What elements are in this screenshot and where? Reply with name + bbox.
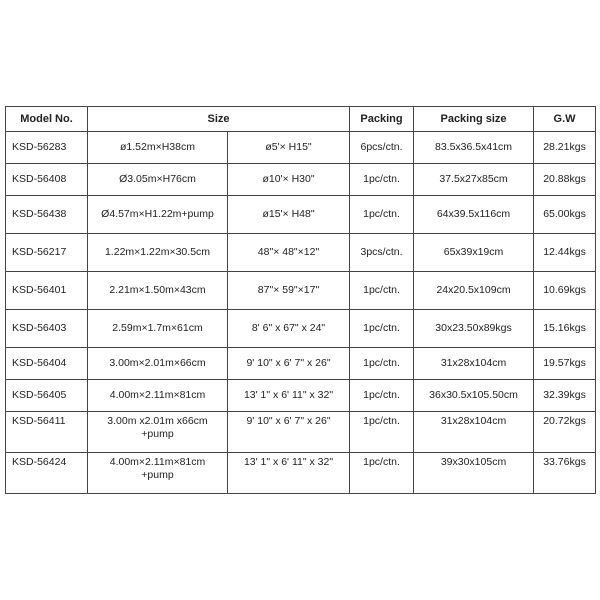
size-metric-cell	[88, 453, 228, 494]
gw-cell: 32.39kgs	[534, 380, 596, 412]
size-imperial-cell: 87"× 59"×17"	[228, 272, 350, 310]
packing-cell: 1pc/ctn.	[350, 272, 414, 310]
header-size: Size	[88, 107, 350, 132]
model-cell: KSD-56408	[6, 164, 88, 196]
packing-size-cell: 37.5x27x85cm	[414, 164, 534, 196]
packing-cell: 1pc/ctn.	[350, 310, 414, 348]
size-imperial-cell: 13' 1" x 6' 11" x 32"	[228, 380, 350, 412]
table-row	[6, 272, 596, 310]
packing-size-cell: 64x39.5x116cm	[414, 196, 534, 234]
table-row	[6, 132, 596, 164]
size-metric-line2: +pump	[141, 428, 174, 440]
size-metric-cell: Ø4.57m×H1.22m+pump	[88, 196, 228, 234]
gw-cell: 65.00kgs	[534, 196, 596, 234]
model-cell: KSD-56401	[6, 272, 88, 310]
product-spec-table	[5, 106, 596, 494]
table-row	[6, 234, 596, 272]
model-cell: KSD-56283	[6, 132, 88, 164]
packing-size-cell: 24x20.5x109cm	[414, 272, 534, 310]
packing-cell: 1pc/ctn.	[350, 412, 414, 453]
size-metric-cell: ø1.52m×H38cm	[88, 132, 228, 164]
size-imperial-cell: 13' 1" x 6' 11" x 32"	[228, 453, 350, 494]
packing-size-cell: 36x30.5x105.50cm	[414, 380, 534, 412]
packing-cell: 1pc/ctn.	[350, 164, 414, 196]
table-row	[6, 412, 596, 453]
size-imperial-cell: 9' 10" x 6' 7" x 26"	[228, 412, 350, 453]
size-imperial-cell: ø15'× H48"	[228, 196, 350, 234]
gw-cell: 33.76kgs	[534, 453, 596, 494]
table-row	[6, 164, 596, 196]
header-model: Model No.	[6, 107, 88, 132]
model-cell: KSD-56403	[6, 310, 88, 348]
packing-size-cell: 31x28x104cm	[414, 348, 534, 380]
table-row	[6, 196, 596, 234]
gw-cell: 28.21kgs	[534, 132, 596, 164]
model-cell: KSD-56404	[6, 348, 88, 380]
size-metric-cell: Ø3.05m×H76cm	[88, 164, 228, 196]
table-row	[6, 310, 596, 348]
table-row	[6, 380, 596, 412]
size-metric-cell: 4.00m×2.11m×81cm	[88, 380, 228, 412]
size-metric-cell: 3.00m×2.01m×66cm	[88, 348, 228, 380]
packing-size-cell: 65x39x19cm	[414, 234, 534, 272]
size-imperial-cell: ø5'× H15"	[228, 132, 350, 164]
size-metric-cell: 2.59m×1.7m×61cm	[88, 310, 228, 348]
size-metric-line2: +pump	[141, 469, 174, 481]
gw-cell: 15.16kgs	[534, 310, 596, 348]
model-cell: KSD-56411	[6, 412, 88, 453]
model-cell: KSD-56405	[6, 380, 88, 412]
size-imperial-cell: 8' 6" x 67" x 24"	[228, 310, 350, 348]
model-cell: KSD-56424	[6, 453, 88, 494]
packing-size-cell: 39x30x105cm	[414, 453, 534, 494]
gw-cell: 12.44kgs	[534, 234, 596, 272]
header-row	[6, 107, 596, 132]
packing-cell: 6pcs/ctn.	[350, 132, 414, 164]
packing-cell: 1pc/ctn.	[350, 348, 414, 380]
packing-size-cell: 30x23.50x89kgs	[414, 310, 534, 348]
table-row	[6, 348, 596, 380]
size-imperial-cell: 48"× 48"×12"	[228, 234, 350, 272]
gw-cell: 20.72kgs	[534, 412, 596, 453]
packing-cell: 3pcs/ctn.	[350, 234, 414, 272]
size-imperial-cell: ø10'× H30"	[228, 164, 350, 196]
header-packing: Packing	[350, 107, 414, 132]
gw-cell: 10.69kgs	[534, 272, 596, 310]
packing-size-cell: 83.5x36.5x41cm	[414, 132, 534, 164]
model-cell: KSD-56438	[6, 196, 88, 234]
size-imperial-cell: 9' 10" x 6' 7" x 26"	[228, 348, 350, 380]
packing-size-cell: 31x28x104cm	[414, 412, 534, 453]
header-gw: G.W	[534, 107, 596, 132]
size-metric-cell: 1.22m×1.22m×30.5cm	[88, 234, 228, 272]
size-metric-line1: 3.00m x2.01m x66cm	[107, 415, 208, 427]
size-metric-cell	[88, 412, 228, 453]
model-cell: KSD-56217	[6, 234, 88, 272]
size-metric-line1: 4.00m×2.11m×81cm	[109, 456, 206, 468]
gw-cell: 20.88kgs	[534, 164, 596, 196]
packing-cell: 1pc/ctn.	[350, 380, 414, 412]
packing-cell: 1pc/ctn.	[350, 196, 414, 234]
header-packing-size: Packing size	[414, 107, 534, 132]
gw-cell: 19.57kgs	[534, 348, 596, 380]
size-metric-cell: 2.21m×1.50m×43cm	[88, 272, 228, 310]
packing-cell: 1pc/ctn.	[350, 453, 414, 494]
table-row	[6, 453, 596, 494]
